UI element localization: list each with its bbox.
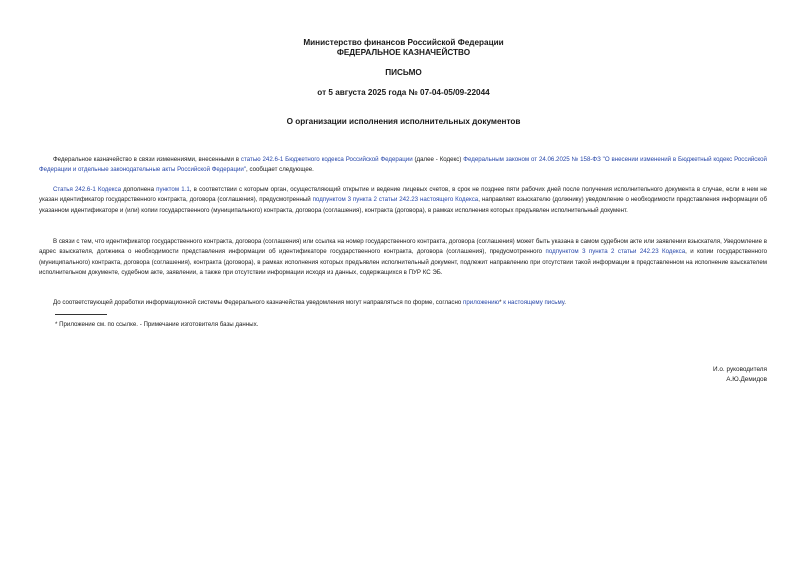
p1-text-3: , сообщает следующее. [246,166,314,174]
link-article-242-6-1-code[interactable]: Статья 242.6-1 Кодекса [53,186,122,193]
link-this-letter[interactable]: к настоящему письму [503,299,565,306]
p3-text-1: В связи с тем, что идентификатор государственного контракта, договора (соглашения) или ссылка на номер государственного контракта, договора (соглашения) может быть указана в самом судебном акте или заявлении взыскателя, Уведомление в адрес взыскателя, должника о необходимости представления информации об идентификаторе государственного контракта, договора (соглашения), предусмотренного [39,238,767,256]
link-subclause-3-article-242-23-code[interactable]: подпунктом 3 пункта 2 статьи 242.23 Кодекса [545,248,686,256]
p1-text-2: (далее - Кодекс) [412,156,464,163]
document-date-number: от 5 августа 2025 года № 07-04-05/09-22044 [317,88,490,97]
paragraph-4 [39,298,767,308]
treasury-name: ФЕДЕРАЛЬНОЕ КАЗНАЧЕЙСТВО [336,48,471,57]
p2-text-1: дополнена [121,186,157,193]
document-type: ПИСЬМО [385,68,422,77]
p1-text-1: Федеральное казначейство в связи изменениями, внесенными в [53,156,241,163]
p4-text-2: * [499,299,504,306]
p4-text-1: До соответствующей доработки информационной системы Федерального казначейства уведомления могут направляться по форме, согласно [53,299,464,306]
link-clause-1-1[interactable]: пунктом 1.1 [156,186,190,193]
paragraph-2 [39,185,767,216]
signatory-name: А.Ю.Демидов [726,376,767,383]
signatory-position: И.о. руководителя [713,366,767,373]
paragraph-3 [39,237,767,278]
link-article-242-6-1[interactable]: статью 242.6-1 Бюджетного кодекса Российской Федерации [240,156,413,163]
p4-text-3: . [564,299,566,306]
link-appendix[interactable]: приложению [463,299,500,306]
paragraph-1 [39,155,767,176]
p3-text-2: , и копии государственного (муниципального) контракта, договора (соглашения), контракта (договора), в рамках исполнения которых предъявлен исполнительный документ, подлежит направлению при отсутствии такой информации в представленном на исполнение взыскателем исполнительном документе, судебном акте, заявлении, а также при отсутствии информации исходя из данных, содержащихся в ПУР КС ЭБ. [39,248,767,276]
link-federal-law-158[interactable]: Федеральным законом от 24.06.2025 № 158-ФЗ "О внесении изменений в Бюджетный кодекс Российской Федерации и отдельные законодательные акты Российской Федерации" [39,156,767,174]
p2-text-3: , направляет взыскателю (должнику) уведомление о необходимости представления информации об указанном идентификаторе и (или) копии государственного (муниципального) контракта, договора (соглашения), контракта (договора), в рамках исполнения которых предъявлен исполнительный документ. [39,196,767,214]
footnote-divider [55,314,107,315]
link-subclause-3-article-242-23[interactable]: подпунктом 3 пункта 2 статьи 242.23 настоящего Кодекса [312,196,479,204]
document-subject: О организации исполнения исполнительных документов [286,117,521,126]
ministry-name: Министерство финансов Российской Федерации [303,38,504,47]
footnote: * Приложение см. по ссылке. - Примечание изготовителя базы данных. [55,321,259,328]
p2-text-2: , в соответствии с которым орган, осуществляющий открытие и ведение лицевых счетов, в срок не позднее пяти рабочих дней после получения исполнительного документа в случае, если в нем не указан идентификатор государственного контракта, договора (соглашения), предусмотренный [39,186,767,204]
